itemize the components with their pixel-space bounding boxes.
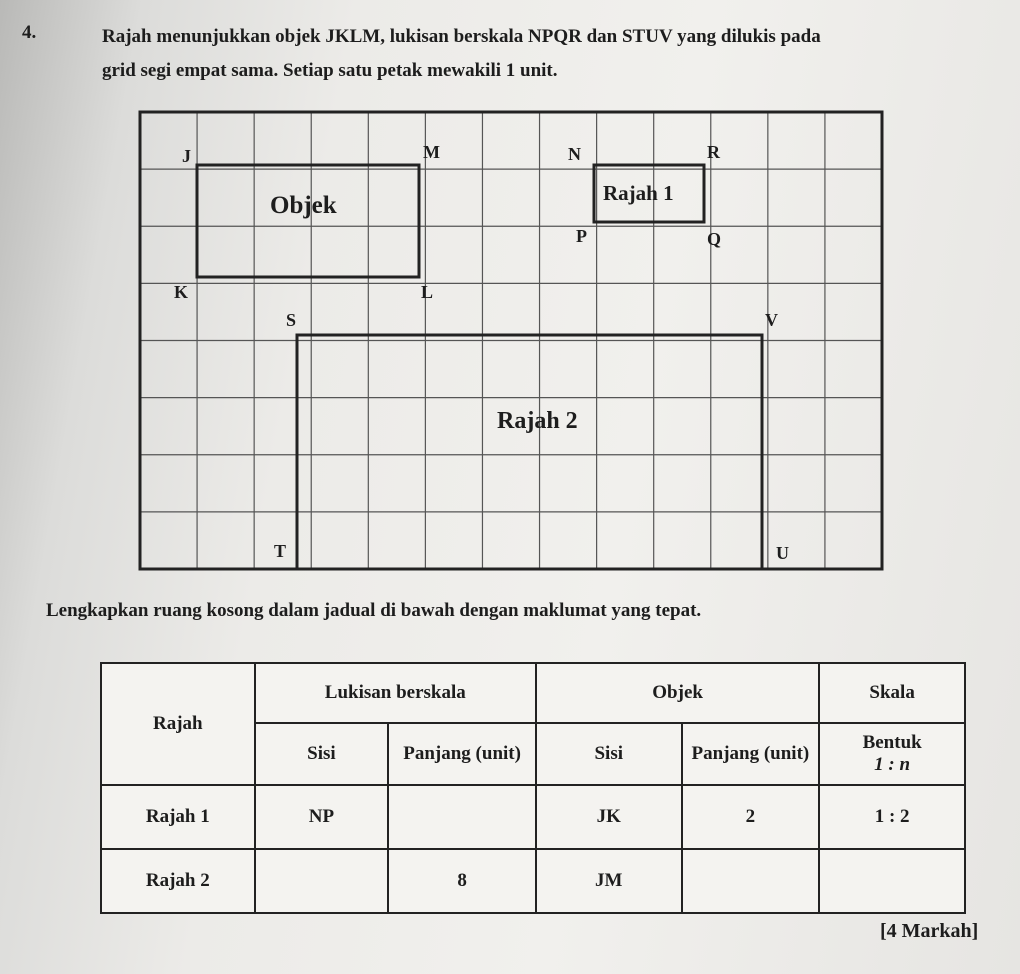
header-skala: Skala xyxy=(819,663,965,723)
header-lukisan-berskala: Lukisan berskala xyxy=(255,663,536,723)
table-row xyxy=(101,849,965,913)
label-R: R xyxy=(707,142,720,162)
marks-label: [4 Markah] xyxy=(880,920,979,942)
header-objek-sisi: Sisi xyxy=(536,723,682,785)
label-objek: Objek xyxy=(270,192,337,219)
label-U: U xyxy=(776,543,789,563)
label-P: P xyxy=(576,226,587,246)
row2-panjang: 8 xyxy=(388,849,536,913)
question-line-1: Rajah menunjukkan objek JKLM, lukisan berskala NPQR dan STUV yang dilukis pada xyxy=(102,26,821,47)
question-line-2: grid segi empat sama. Setiap satu petak mewakili 1 unit. xyxy=(102,60,558,81)
table-row xyxy=(101,785,965,849)
row1-panjang-blank[interactable] xyxy=(388,785,536,849)
header-panjang: Panjang (unit) xyxy=(388,723,536,785)
instruction-text: Lengkapkan ruang kosong dalam jadual di bawah dengan maklumat yang tepat. xyxy=(46,600,702,621)
row1-rajah: Rajah 1 xyxy=(101,785,255,849)
row1-sisi: NP xyxy=(255,785,389,849)
answer-table xyxy=(100,662,966,914)
label-rajah-1: Rajah 1 xyxy=(603,181,674,205)
row2-objek-panjang-blank[interactable] xyxy=(682,849,820,913)
row1-objek-panjang: 2 xyxy=(682,785,820,849)
row2-skala-blank[interactable] xyxy=(819,849,965,913)
header-sisi: Sisi xyxy=(255,723,389,785)
label-M: M xyxy=(423,142,440,162)
label-K: K xyxy=(174,282,189,302)
row1-skala: 1 : 2 xyxy=(819,785,965,849)
row2-objek-sisi: JM xyxy=(536,849,682,913)
row2-rajah: Rajah 2 xyxy=(101,849,255,913)
grid-lines xyxy=(140,112,882,569)
scale-drawing-stuv xyxy=(297,335,762,569)
object-jklm xyxy=(197,165,419,277)
label-L: L xyxy=(421,282,434,302)
row2-sisi-blank[interactable] xyxy=(255,849,389,913)
header-bentuk xyxy=(819,723,965,785)
label-S: S xyxy=(286,310,297,330)
header-rajah: Rajah xyxy=(101,663,255,785)
row1-objek-sisi: JK xyxy=(536,785,682,849)
label-V: V xyxy=(765,310,778,330)
label-rajah-2: Rajah 2 xyxy=(497,408,578,434)
label-T: T xyxy=(274,541,287,561)
header-objek: Objek xyxy=(536,663,819,723)
label-Q: Q xyxy=(707,229,722,249)
label-N: N xyxy=(568,144,581,164)
label-J: J xyxy=(182,146,191,166)
header-objek-panjang: Panjang (unit) xyxy=(682,723,820,785)
header-bentuk-label: Bentuk xyxy=(862,732,922,753)
question-number: 4. xyxy=(22,22,37,43)
header-bentuk-ratio: 1 : n xyxy=(874,754,911,775)
